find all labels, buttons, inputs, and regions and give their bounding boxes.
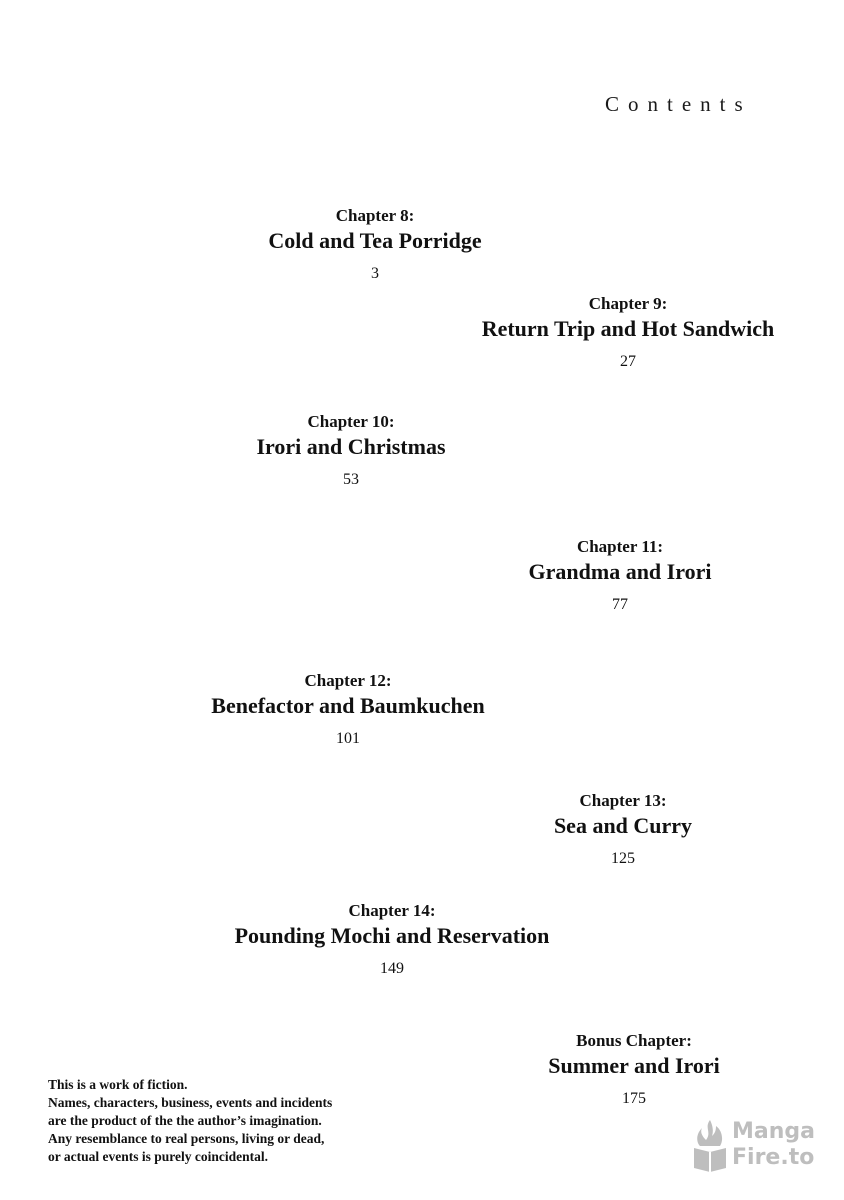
disclaimer-line: are the product of the the author’s imagination. [48, 1113, 322, 1128]
chapter-title: Summer and Irori [548, 1053, 720, 1078]
chapter-number: Chapter 10: [307, 412, 395, 431]
chapter-page-number: 101 [336, 730, 360, 747]
chapter-page-number: 53 [343, 471, 359, 488]
chapter-page-number: 175 [622, 1090, 646, 1107]
chapter-title: Pounding Mochi and Reservation [234, 923, 550, 948]
chapter-page-number: 149 [379, 960, 404, 977]
disclaimer-line: or actual events is purely coincidental. [48, 1149, 268, 1164]
watermark-line-1: Manga [732, 1119, 815, 1144]
chapter-title: Return Trip and Hot Sandwich [481, 316, 775, 341]
toc-entry-chapter-11[interactable] [529, 537, 712, 615]
site-watermark [690, 1116, 820, 1172]
chapter-page-number: 3 [371, 265, 379, 282]
flame-book-icon [690, 1118, 730, 1172]
chapter-number: Chapter 8: [335, 206, 415, 225]
chapter-number: Chapter 13: [579, 791, 667, 810]
chapter-page-number: 125 [611, 850, 635, 867]
toc-entry-chapter-12[interactable] [211, 671, 484, 749]
page-title: Contents [605, 92, 752, 116]
chapter-page-number: 27 [620, 353, 636, 370]
chapter-number: Chapter 11: [576, 537, 664, 556]
chapter-number: Chapter 14: [348, 901, 436, 920]
watermark-line-2: Fire.to [732, 1145, 815, 1170]
toc-entry-chapter-13[interactable] [554, 791, 692, 869]
fiction-disclaimer [48, 1076, 332, 1166]
disclaimer-line: This is a work of fiction. [48, 1077, 188, 1092]
chapter-title: Sea and Curry [553, 813, 693, 838]
toc-entry-chapter-14[interactable] [235, 901, 550, 979]
toc-entry-chapter-8[interactable] [268, 206, 481, 284]
chapter-title: Irori and Christmas [256, 434, 446, 459]
toc-entry-chapter-10[interactable] [256, 412, 445, 490]
chapter-page-number: 77 [611, 596, 628, 613]
disclaimer-line: Any resemblance to real persons, living or dead, [48, 1131, 325, 1146]
chapter-title: Cold and Tea Porridge [268, 228, 482, 253]
chapter-title: Grandma and Irori [528, 559, 712, 584]
chapter-number: Chapter 12: [304, 671, 392, 690]
chapter-title: Benefactor and Baumkuchen [211, 693, 485, 718]
toc-entry-bonus-chapter[interactable] [548, 1031, 720, 1109]
chapter-number: Chapter 9: [588, 294, 668, 313]
toc-entry-chapter-9[interactable] [482, 294, 775, 372]
chapter-number: Bonus Chapter: [576, 1031, 692, 1050]
disclaimer-line: Names, characters, business, events and incidents [48, 1095, 333, 1110]
